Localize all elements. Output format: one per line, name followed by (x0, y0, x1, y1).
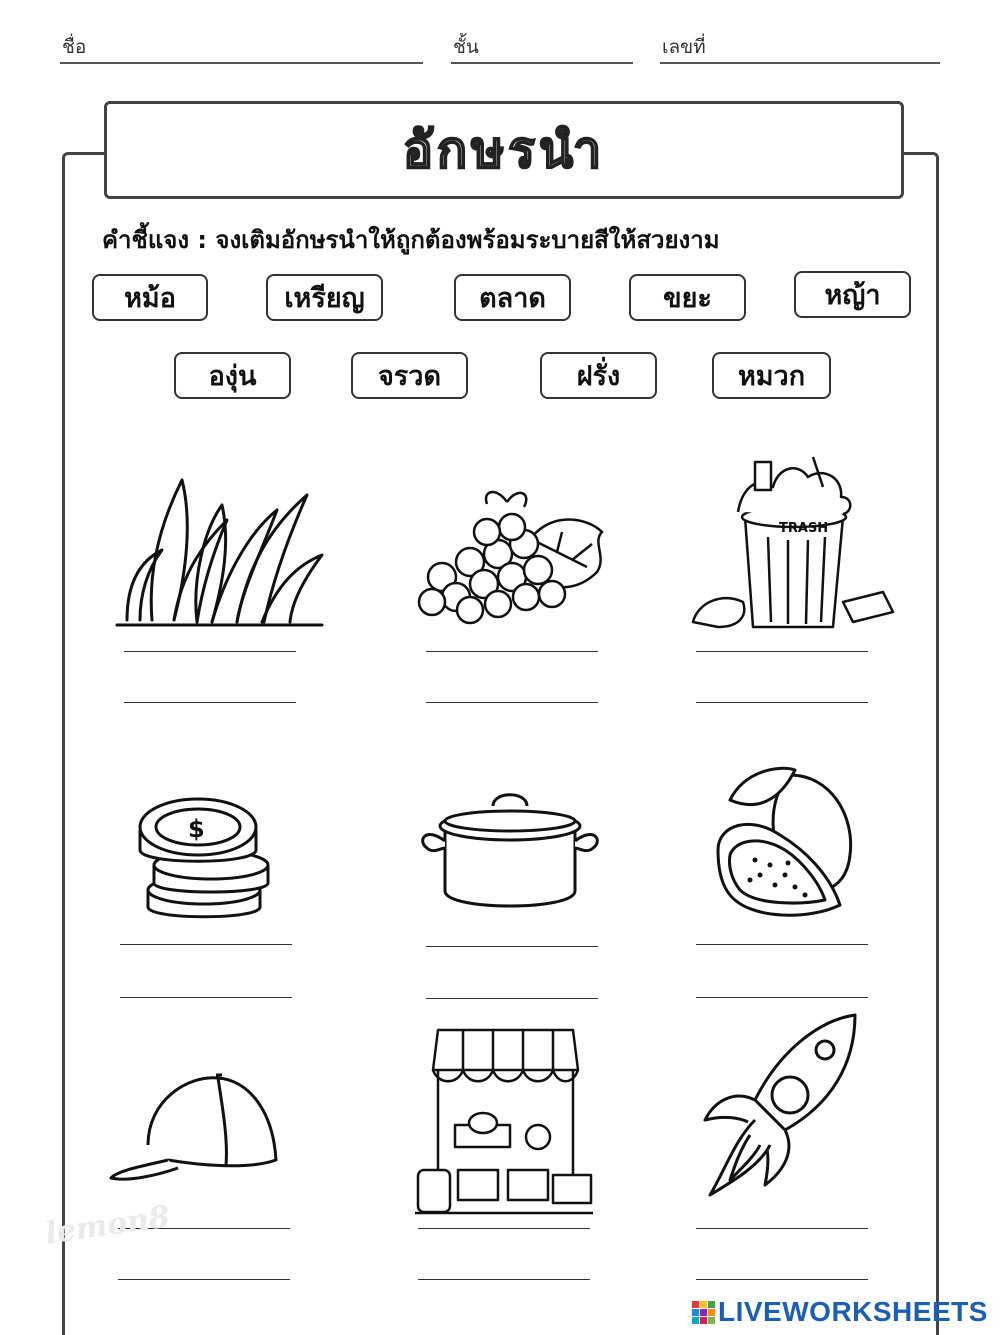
pot-icon (415, 786, 605, 916)
answer-line[interactable] (426, 702, 598, 703)
logo-square (708, 1301, 715, 1308)
trash-label: TRASH (779, 521, 829, 536)
logo-square (692, 1301, 699, 1308)
logo-grid-icon (692, 1301, 715, 1324)
answer-line[interactable] (696, 944, 868, 945)
coins-icon (138, 795, 280, 927)
liveworksheets-logo (692, 1294, 988, 1330)
word-card[interactable]: เหรียญ (266, 274, 383, 321)
answer-line[interactable] (426, 651, 598, 652)
brand-text: LIVEWORKSHEETS (718, 1296, 988, 1327)
answer-line[interactable] (696, 997, 868, 998)
answer-line[interactable] (426, 998, 598, 999)
trash-can-icon (683, 452, 908, 632)
logo-square (700, 1301, 707, 1308)
number-label: เลขที่ (662, 36, 706, 58)
answer-line[interactable] (124, 702, 296, 703)
guava-icon (710, 755, 860, 925)
answer-line[interactable] (120, 944, 292, 945)
answer-line[interactable] (696, 651, 868, 652)
grapes-icon (412, 482, 612, 627)
answer-line[interactable] (418, 1228, 590, 1229)
number-field[interactable] (660, 30, 940, 64)
logo-square (700, 1309, 707, 1316)
word-card[interactable]: หม้อ (92, 274, 208, 321)
title-box (104, 101, 904, 199)
class-field[interactable] (451, 30, 633, 64)
name-label: ชื่อ (62, 36, 87, 58)
answer-line[interactable] (426, 946, 598, 947)
answer-line[interactable] (696, 1228, 868, 1229)
grass-icon (112, 470, 327, 635)
coin-symbol: $ (188, 815, 205, 843)
logo-square (692, 1309, 699, 1316)
worksheet-title: อักษรนำ (402, 120, 606, 179)
word-card[interactable]: ตลาด (454, 274, 571, 321)
word-card[interactable]: ขยะ (629, 274, 746, 321)
class-label: ชั้น (453, 36, 479, 58)
answer-line[interactable] (696, 702, 868, 703)
logo-square (692, 1317, 699, 1324)
answer-line[interactable] (696, 1279, 868, 1280)
name-field[interactable] (60, 30, 423, 64)
rocket-icon (700, 1010, 860, 1200)
answer-line[interactable] (120, 997, 292, 998)
answer-line[interactable] (124, 651, 296, 652)
logo-square (708, 1309, 715, 1316)
answer-line[interactable] (418, 1279, 590, 1280)
instruction-text: คำชี้แจง : จงเติมอักษรนำให้ถูกต้องพร้อมระบายสีให้สวยงาม (102, 226, 720, 254)
word-card[interactable]: หมวก (712, 352, 831, 399)
word-card[interactable]: ฝรั่ง (540, 352, 657, 399)
logo-square (700, 1317, 707, 1324)
word-card[interactable]: จรวด (351, 352, 468, 399)
lemon8-watermark: lemon8 (43, 1199, 172, 1252)
word-card[interactable]: หญ้า (794, 271, 911, 318)
logo-square (708, 1317, 715, 1324)
answer-line[interactable] (118, 1279, 290, 1280)
word-card[interactable]: องุ่น (174, 352, 291, 399)
market-stall-icon (413, 1025, 595, 1220)
cap-icon (108, 1070, 280, 1185)
